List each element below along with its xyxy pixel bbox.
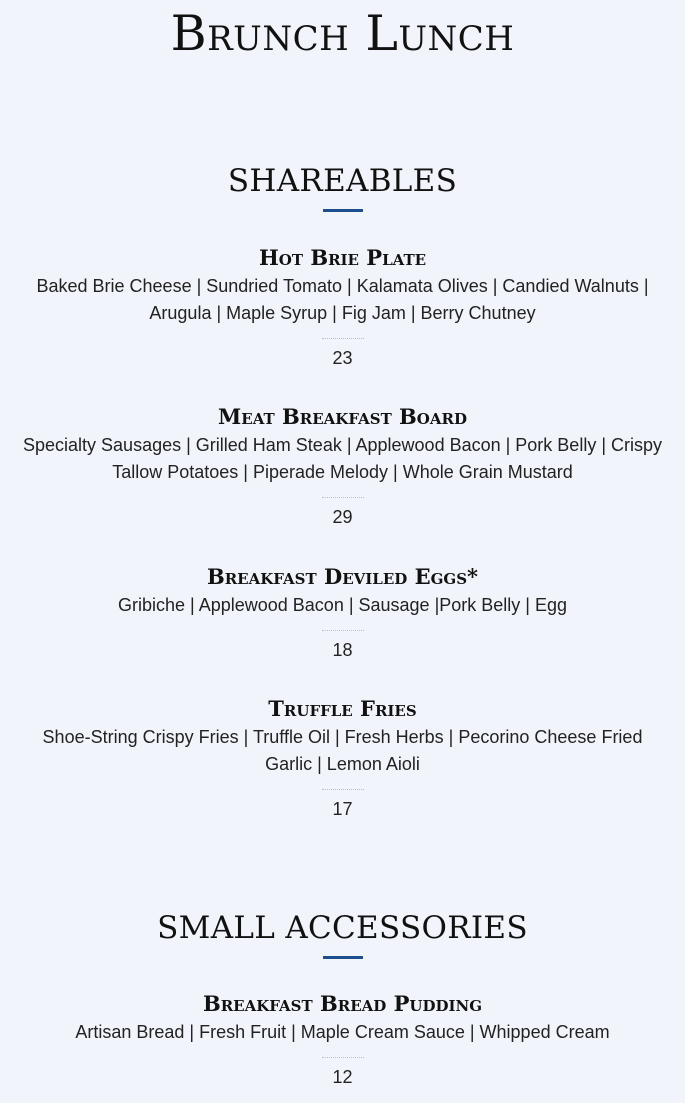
menu-item-price: 17 [332,799,353,819]
price-divider [322,789,364,790]
price-divider [322,1057,364,1058]
menu-item-price: 23 [332,348,353,368]
menu-item-description: Baked Brie Cheese | Sundried Tomato | Kalamata Olives | Candied Walnuts | Arugula | Maple Syrup | Fig Jam | Berry Chutney [36,276,649,323]
menu-item-breakfast-bread-pudding [0,991,685,1088]
section-divider [323,956,363,959]
menu-item-meat-breakfast-board [0,404,685,528]
price-divider [322,497,364,498]
menu-item-description: Artisan Bread | Fresh Fruit | Maple Cream Sauce | Whipped Cream [75,1022,610,1042]
menu-item-truffle-fries [0,696,685,820]
menu-item-price: 18 [332,640,353,660]
menu-item-name: Breakfast Bread Pudding [202,991,483,1016]
price-divider [322,338,364,339]
section-shareables-header [0,161,685,212]
menu-item-name: Truffle Fries [268,696,417,721]
page-title: Brunch Lunch [170,5,515,62]
section-divider [323,209,363,212]
menu-item-price: 12 [332,1067,353,1087]
menu-item-name: Breakfast Deviled Eggs* [206,564,479,589]
menu-item-price: 29 [332,507,353,527]
menu-item-description: Shoe-String Crispy Fries | Truffle Oil | Fresh Herbs | Pecorino Cheese Fried Garlic | Lemon Aioli [42,727,643,774]
menu-item-breakfast-deviled-eggs [0,564,685,661]
section-title: SHAREABLES [227,163,458,199]
menu-item-description: Gribiche | Applewood Bacon | Sausage |Pork Belly | Egg [118,595,567,615]
menu-item-hot-brie-plate [0,245,685,369]
section-small-accessories-header [0,908,685,959]
menu-item-description: Specialty Sausages | Grilled Ham Steak | Applewood Bacon | Pork Belly | Crispy Tallow Potatoes | Piperade Melody | Whole Grain Mustard [23,435,662,482]
section-title: SMALL ACCESSORIES [157,910,528,946]
menu-item-name: Hot Brie Plate [258,245,427,270]
menu-item-name: Meat Breakfast Board [218,404,467,429]
price-divider [322,630,364,631]
